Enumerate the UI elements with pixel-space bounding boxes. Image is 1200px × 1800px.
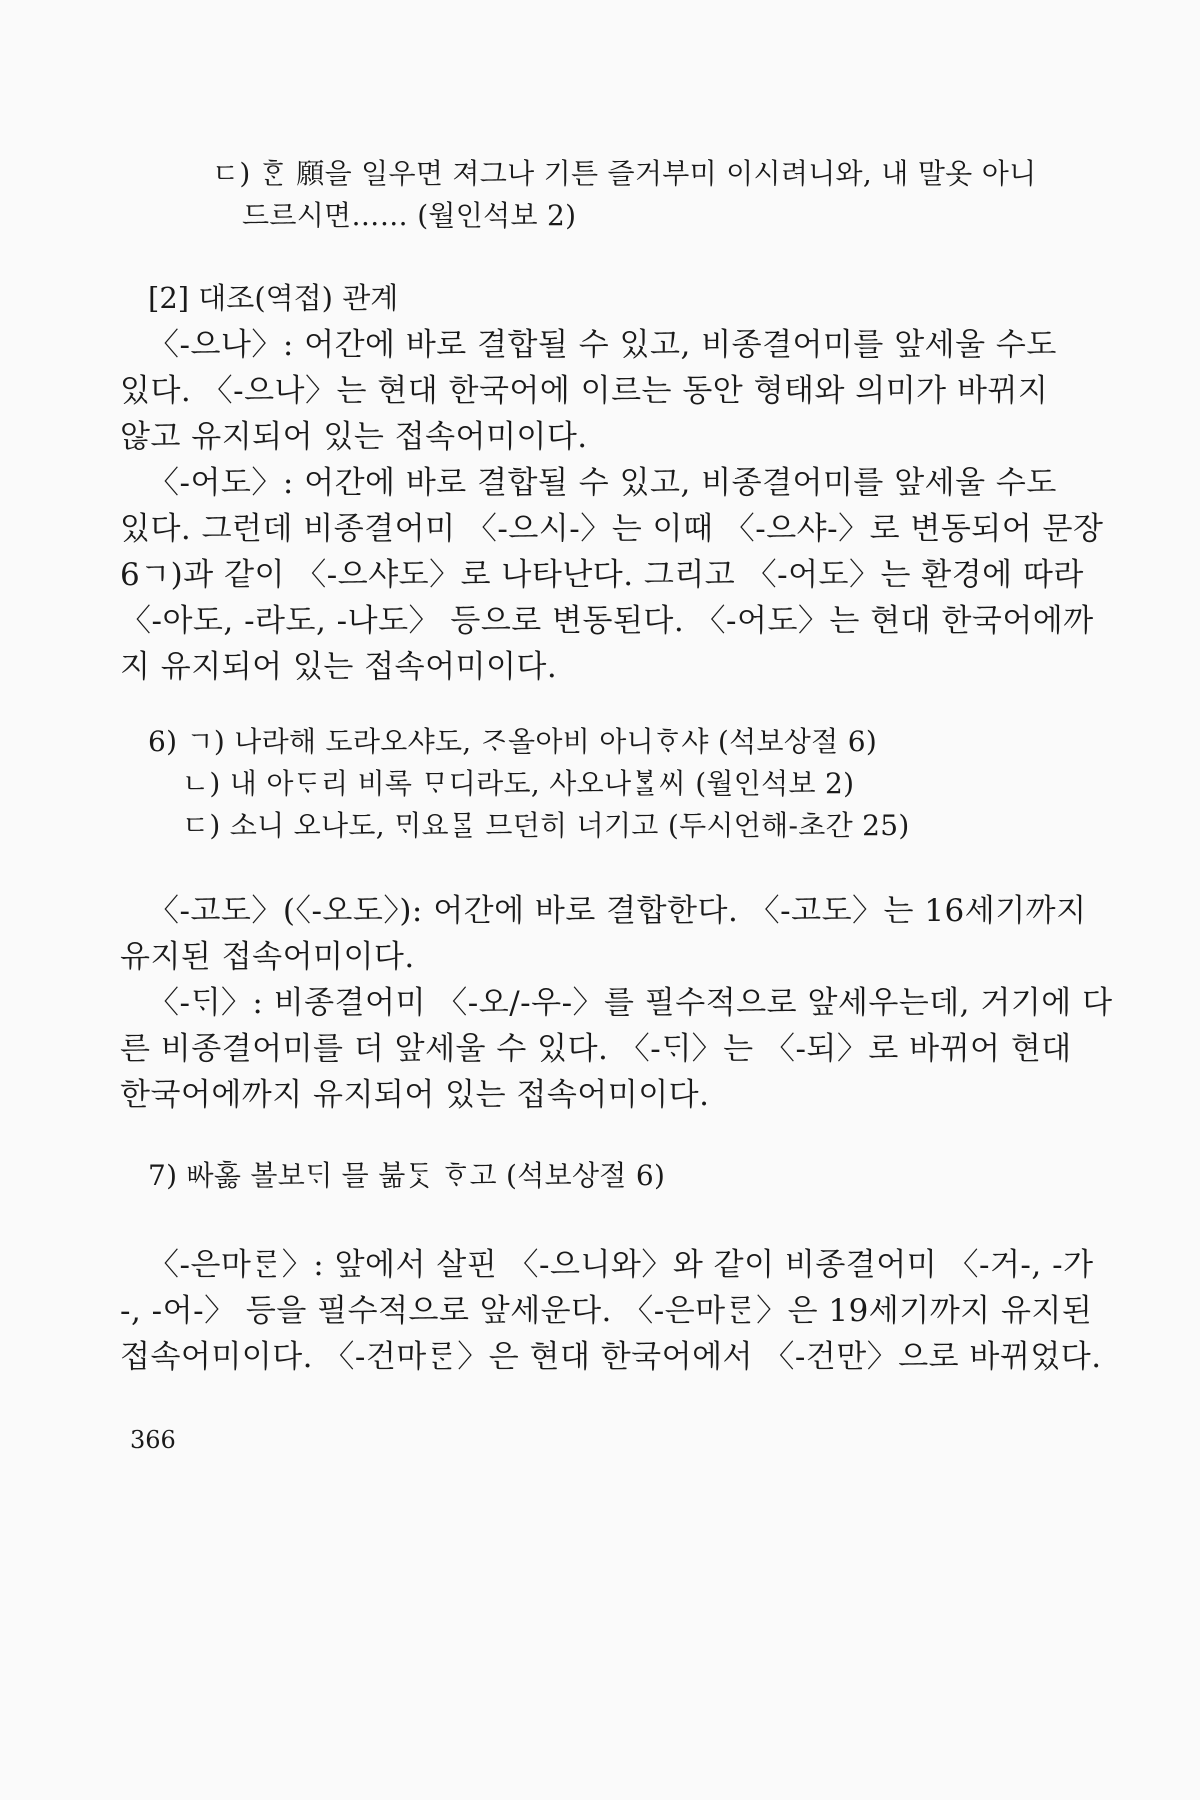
example-5-c-line-2: 드르시면…… (월인석보 2) [242,199,577,232]
para-doe-line-3: 한국어에까지 유지되어 있는 접속어미이다. [120,1077,710,1113]
para-eodo-line-3: 6ㄱ)과 같이 〈-으샤도〉로 나타난다. 그리고 〈-어도〉는 환경에 따라 [120,557,1084,593]
para-eunmaron-line-1: 〈-은마ᄅᆞᆫ〉: 앞에서 살핀 〈-으니와〉와 같이 비종결어미 〈-거-, -가 [148,1247,1094,1283]
para-godo-line-2: 유지된 접속어미이다. [120,939,415,975]
para-euna-line-2: 있다. 〈-으나〉는 현대 한국어에 이르는 동안 형태와 의미가 바뀌지 [120,373,1049,409]
para-eodo-line-4: 〈-아도, -라도, -나도〉 등으로 변동된다. 〈-어도〉는 현대 한국어에까 [120,603,1094,639]
para-eunmaron-line-3: 접속어미이다. 〈-건마ᄅᆞᆫ〉은 현대 한국어에서 〈-건만〉으로 바뀌었다. [120,1339,1102,1375]
para-godo-line-1: 〈-고도〉(〈-오도〉): 어간에 바로 결합한다. 〈-고도〉는 16세기까지 [148,893,1087,929]
example-5-c-line-1: ㄷ) ᄒᆞᆫ 願을 일우면 져그나 기튼 즐거부미 이시려니와, 내 말옷 아니 [212,157,1037,190]
page-number: 366 [130,1426,176,1454]
para-eodo-line-5: 지 유지되어 있는 접속어미이다. [120,649,558,685]
para-euna-line-3: 않고 유지되어 있는 접속어미이다. [120,419,588,455]
para-eodo-line-2: 있다. 그런데 비종결어미 〈-으시-〉는 이때 〈-으샤-〉로 변동되어 문장 [120,511,1104,547]
para-euna-line-1: 〈-으나〉: 어간에 바로 결합될 수 있고, 비종결어미를 앞세울 수도 [148,327,1057,363]
example-7: 7) ᄡᅡ호ᇙ 볼보ᄃᆡ 믈 붊ᄃᆞᆺ ᄒᆞ고 (석보상절 6) [148,1159,666,1192]
para-doe-line-2: 른 비종결어미를 더 앞세울 수 있다. 〈-ᄃᆡ〉는 〈-되〉로 바뀌어 현대 [120,1031,1072,1067]
example-6-a: 6) ㄱ) 나라해 도라오샤도, ᄌᆞ올아비 아니ᄒᆞ샤 (석보상절 6) [148,725,878,758]
example-6-b: ㄴ) 내 아ᄃᆞ리 비록 ᄆᆞ디라도, 사오나ᄫᆞᆯ씨 (월인석보 2) [182,767,855,800]
para-doe-line-1: 〈-ᄃᆡ〉: 비종결어미 〈-오/-우-〉를 필수적으로 앞세우는데, 거기에 다 [148,985,1113,1021]
para-eodo-line-1: 〈-어도〉: 어간에 바로 결합될 수 있고, 비종결어미를 앞세울 수도 [148,465,1057,501]
section-heading: [2] 대조(역접) 관계 [148,281,399,315]
para-eunmaron-line-2: -, -어-〉 등을 필수적으로 앞세운다. 〈-은마ᄅᆞᆫ〉은 19세기까지 유지된 [120,1293,1093,1329]
example-6-c: ㄷ) 소니 오나도, ᄆᆡ요ᄆᆞᆯ 므던히 너기고 (두시언해-초간 25) [182,809,910,842]
